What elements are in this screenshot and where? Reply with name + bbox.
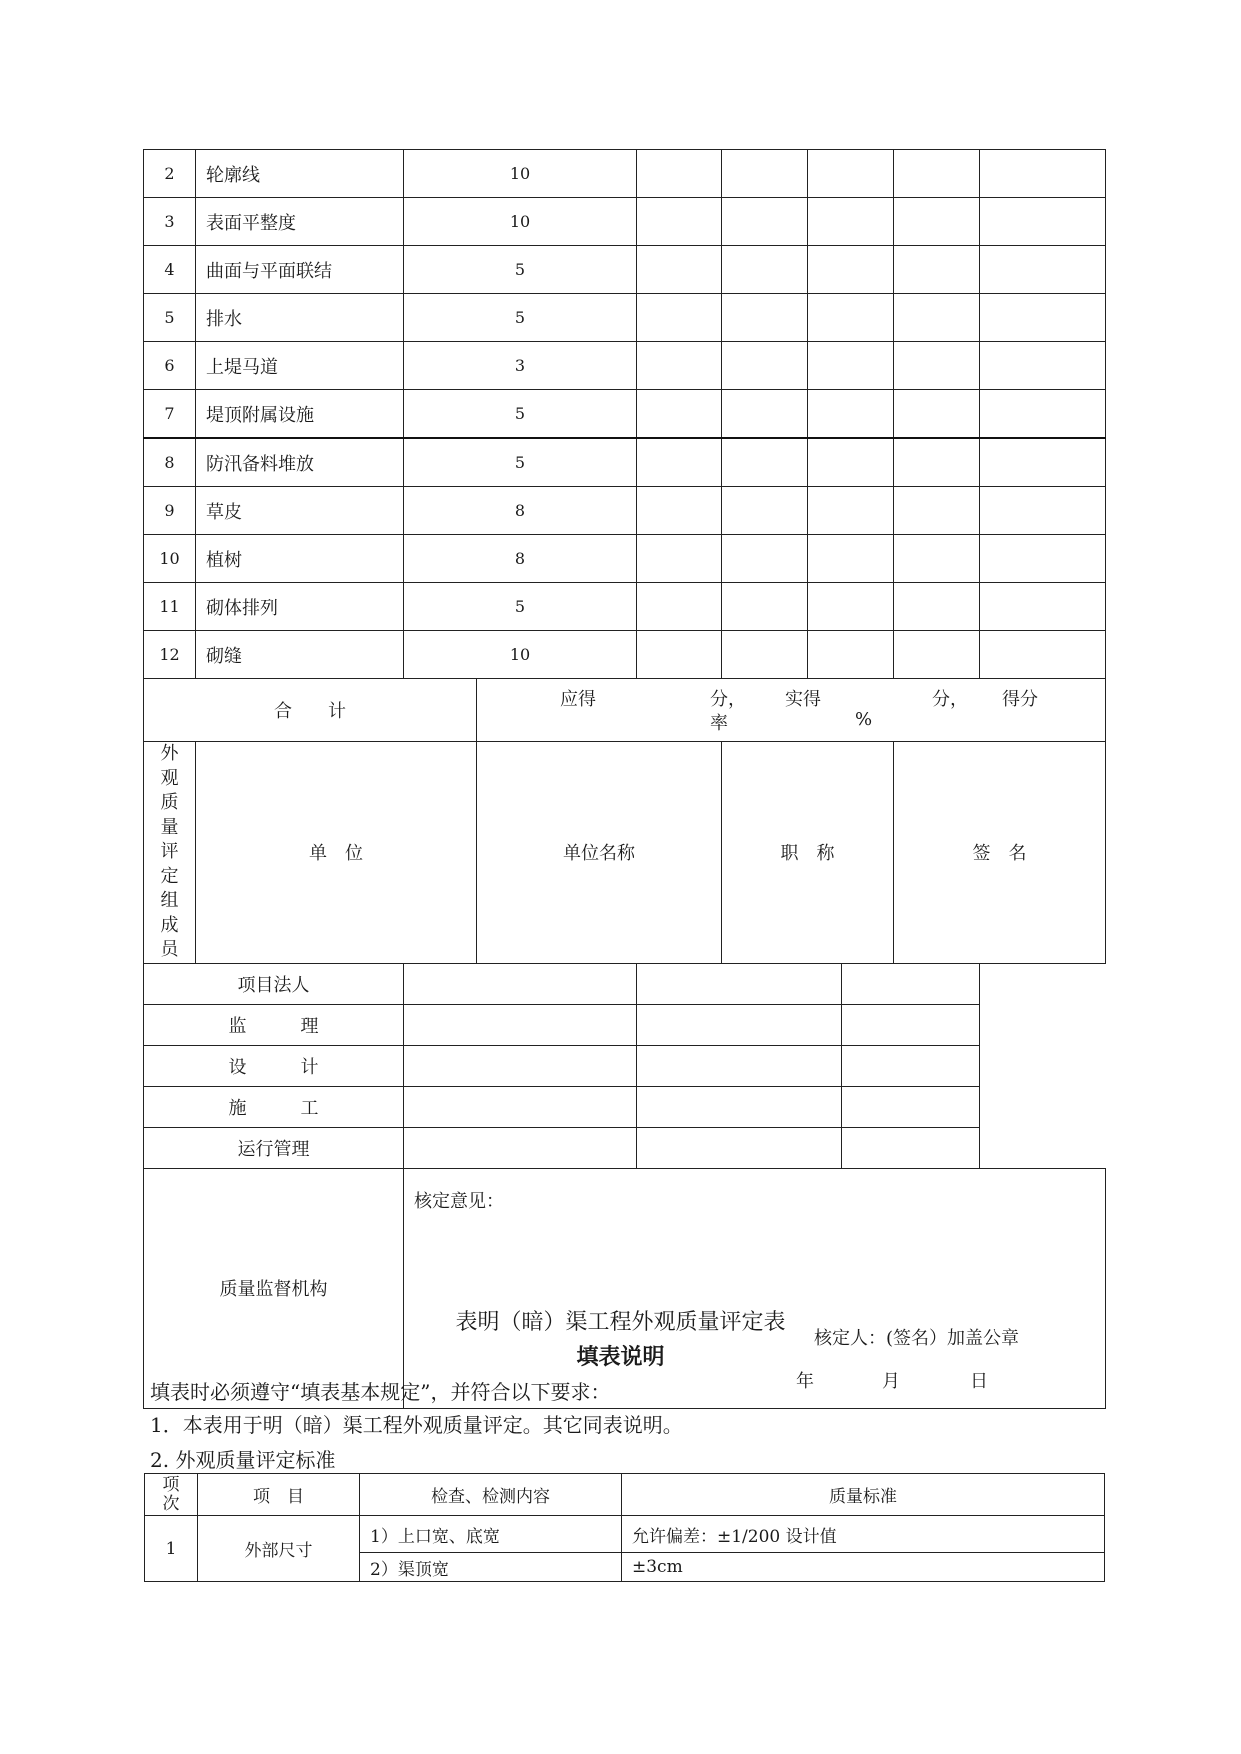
instruction-paragraph-1: 填表时必须遵守“填表基本规定”，并符合以下要求： [150,1380,611,1404]
std-row-standard-1: 允许偏差：±1/200 设计值 [622,1516,1105,1553]
grade-cell-3 [808,294,894,342]
grade-cell-5 [980,342,1106,390]
member-signature [842,1004,980,1045]
item-no: 8 [144,438,196,487]
grade-cell-1 [637,294,722,342]
item-name: 植树 [196,535,404,583]
grade-cell-3 [808,390,894,439]
member-title [637,963,842,1004]
member-role: 运行管理 [144,1127,404,1168]
item-row [144,150,1106,198]
grade-cell-5 [980,390,1106,439]
grade-cell-5 [980,246,1106,294]
item-name: 砌体排列 [196,583,404,631]
grade-cell-2 [722,198,808,246]
item-standard-score: 10 [404,150,637,198]
grade-cell-2 [722,438,808,487]
grade-cell-1 [637,342,722,390]
item-standard-score: 10 [404,631,637,679]
grade-cell-2 [722,150,808,198]
member-row [144,963,1106,1004]
member-unit-name [404,1127,637,1168]
item-no: 6 [144,342,196,390]
evaluation-group-label: 外 观 质 量 评 定 组 成 员 [144,742,196,964]
grade-cell-3 [808,150,894,198]
member-title [637,1127,842,1168]
std-row-content-2: 2）渠顶宽 [360,1553,622,1582]
item-name: 曲面与平面联结 [196,246,404,294]
points-label-2: 分， [932,689,968,710]
grade-cell-1 [637,390,722,439]
item-name: 表面平整度 [196,198,404,246]
item-row [144,583,1106,631]
item-standard-score: 5 [404,294,637,342]
grade-cell-4 [894,198,980,246]
std-row-content-1: 1）上口宽、底宽 [360,1516,622,1553]
grade-cell-5 [980,150,1106,198]
year-label: 年 [796,1370,814,1392]
grade-cell-4 [894,583,980,631]
day-label: 日 [970,1370,988,1392]
document-subtitle: 填表说明 [576,1345,665,1370]
item-name: 轮廓线 [196,150,404,198]
member-role: 项目法人 [144,963,404,1004]
std-header-item: 项 目 [198,1474,360,1516]
rate-label: 率 [710,713,728,734]
member-title [637,1045,842,1086]
member-row [144,1086,1106,1127]
grade-cell-5 [980,631,1106,679]
item-row [144,535,1106,583]
grade-cell-2 [722,294,808,342]
grade-cell-3 [808,631,894,679]
grade-cell-4 [894,150,980,198]
member-signature [842,1086,980,1127]
grade-cell-1 [637,438,722,487]
grade-cell-2 [722,487,808,535]
member-signature [842,963,980,1004]
grade-cell-2 [722,535,808,583]
item-standard-score: 3 [404,342,637,390]
item-no: 4 [144,246,196,294]
item-standard-score: 5 [404,438,637,487]
supervision-opinion-cell [404,1168,1106,1408]
grade-cell-3 [808,198,894,246]
std-row-no: 1 [145,1516,198,1582]
item-no: 5 [144,294,196,342]
grade-cell-3 [808,583,894,631]
header-unit-name: 单位名称 [477,742,722,964]
grade-cell-5 [980,583,1106,631]
item-no: 11 [144,583,196,631]
member-title [637,1086,842,1127]
actual-label: 实得 [785,689,821,710]
item-name: 堤顶附属设施 [196,390,404,439]
grade-cell-4 [894,487,980,535]
grade-cell-1 [637,246,722,294]
item-no: 9 [144,487,196,535]
header-title: 职 称 [722,742,894,964]
item-no: 3 [144,198,196,246]
member-unit-name [404,1086,637,1127]
item-no: 2 [144,150,196,198]
document-title: 表明（暗）渠工程外观质量评定表 [455,1310,786,1335]
grade-cell-4 [894,246,980,294]
item-row [144,246,1106,294]
month-label: 月 [882,1370,900,1392]
grade-cell-2 [722,246,808,294]
grade-cell-5 [980,535,1106,583]
grade-cell-4 [894,631,980,679]
percent-label: % [855,709,873,730]
item-standard-score: 5 [404,246,637,294]
member-role: 设 计 [144,1045,404,1086]
grade-cell-4 [894,438,980,487]
points-label-1: 分， [710,689,746,710]
grade-cell-4 [894,535,980,583]
item-row [144,294,1106,342]
member-role: 施 工 [144,1086,404,1127]
std-header-standard: 质量标准 [622,1474,1105,1516]
item-name: 草皮 [196,487,404,535]
item-name: 上堤马道 [196,342,404,390]
std-row-standard-2: ±3cm [622,1553,1105,1582]
item-name: 防汛备料堆放 [196,438,404,487]
grade-cell-5 [980,294,1106,342]
instruction-paragraph-2: 1．本表用于明（暗）渠工程外观质量评定。其它同表说明。 [150,1413,683,1437]
grade-cell-3 [808,342,894,390]
grade-cell-3 [808,246,894,294]
grade-cell-2 [722,631,808,679]
std-header-content: 检查、检测内容 [360,1474,622,1516]
opinion-label: 核定意见： [414,1190,504,1212]
member-row [144,1004,1106,1045]
grade-cell-4 [894,294,980,342]
total-summary [477,679,1106,742]
member-unit-name [404,963,637,1004]
grade-cell-2 [722,390,808,439]
item-row [144,631,1106,679]
item-row [144,438,1106,487]
header-unit: 单 位 [196,742,477,964]
member-role: 监 理 [144,1004,404,1045]
member-row [144,1045,1106,1086]
signer-label: 核定人：(签名）加盖公章 [814,1327,1020,1349]
grade-cell-1 [637,535,722,583]
grade-cell-3 [808,487,894,535]
member-unit-name [404,1004,637,1045]
item-standard-score: 10 [404,198,637,246]
item-standard-score: 8 [404,535,637,583]
item-row [144,487,1106,535]
supervision-label: 质量监督机构 [144,1168,404,1408]
item-row [144,198,1106,246]
item-standard-score: 5 [404,583,637,631]
grade-cell-4 [894,342,980,390]
total-label: 合 计 [144,679,477,742]
item-no: 12 [144,631,196,679]
grade-cell-2 [722,583,808,631]
grade-cell-1 [637,487,722,535]
grade-cell-5 [980,438,1106,487]
member-title [637,1004,842,1045]
grade-cell-1 [637,150,722,198]
item-row [144,342,1106,390]
member-signature [842,1127,980,1168]
std-row-item: 外部尺寸 [198,1516,360,1582]
header-signature: 签 名 [894,742,1106,964]
grade-cell-3 [808,535,894,583]
item-no: 10 [144,535,196,583]
grade-cell-1 [637,198,722,246]
item-no: 7 [144,390,196,439]
grade-cell-1 [637,631,722,679]
grade-cell-5 [980,198,1106,246]
instruction-paragraph-3: 2. 外观质量评定标准 [150,1448,336,1472]
member-unit-name [404,1045,637,1086]
std-header-no: 项 次 [145,1474,198,1516]
item-standard-score: 5 [404,390,637,439]
grade-cell-1 [637,583,722,631]
member-row [144,1127,1106,1168]
appearance-quality-table [143,149,1106,1409]
quality-standard-table [144,1473,1105,1582]
grade-cell-4 [894,390,980,439]
item-name: 砌缝 [196,631,404,679]
item-standard-score: 8 [404,487,637,535]
member-signature [842,1045,980,1086]
item-name: 排水 [196,294,404,342]
score-rate-label: 得分 [1002,689,1038,710]
grade-cell-2 [722,342,808,390]
grade-cell-5 [980,487,1106,535]
should-get-label: 应得 [560,689,596,710]
item-row [144,390,1106,439]
grade-cell-3 [808,438,894,487]
